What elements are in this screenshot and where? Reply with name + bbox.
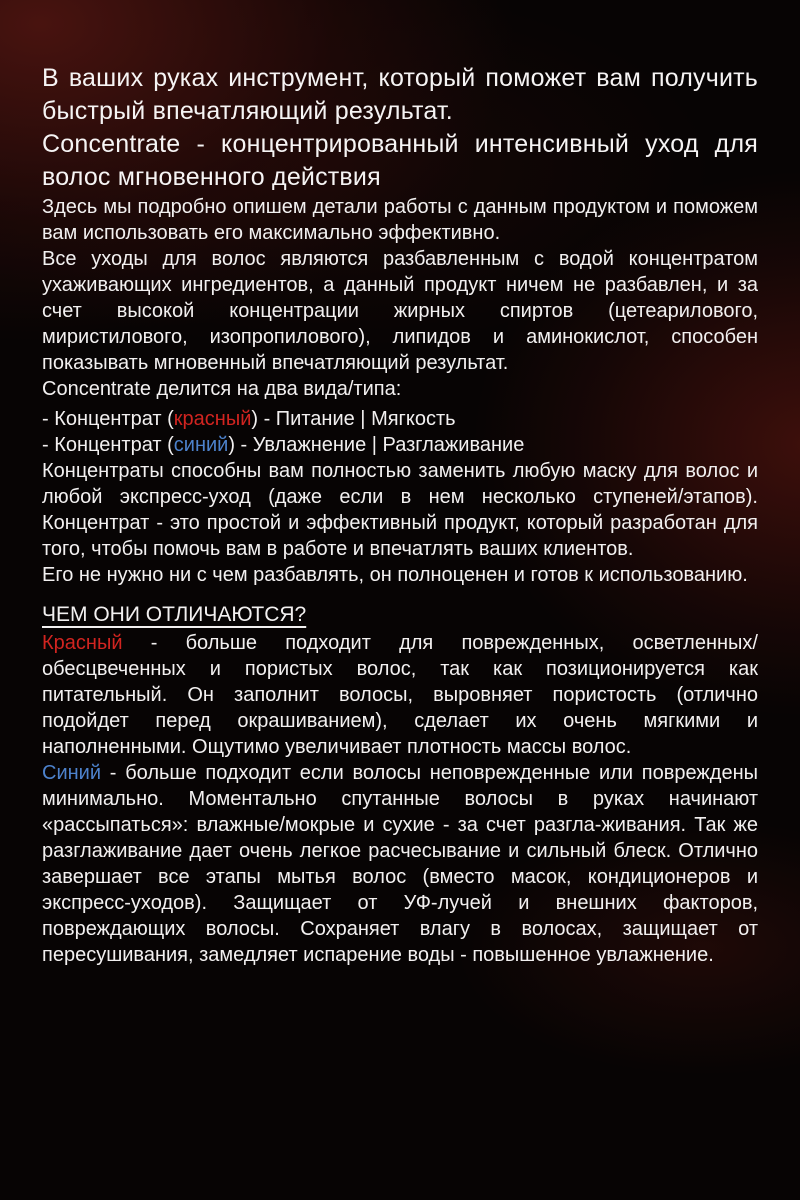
- title-sentence-1: В ваших руках инструмент, который поможет вам получить быстрый впечатляющий результат.: [42, 64, 758, 125]
- red-description-text: - больше подходит для поврежденных, осветленных/обесцвеченных и пористых волос, так как позиционируется как питательный. Он заполнит волосы, выровняет пористость (отлично подойдет перед окрашиванием), сделает их очень мягкими и наполненными. Ощутимо увеличивает плотность массы волос.: [42, 632, 758, 758]
- type-list: [42, 406, 758, 458]
- intro-paragraph-2: Все уходы для волос являются разбавленным с водой концентратом ухаживающих ингредиентов, а данный продукт ничем не разбавлен, и за счет высокой концентрации жирных спиртов (цетеарилового, миристилового, изопропилового), липидов и аминокислот, способен показывать мгновенный впечатляющий результат.: [42, 248, 758, 374]
- benefits-paragraph-2: Его не нужно ни с чем разбавлять, он полноценен и готов к использованию.: [42, 564, 748, 586]
- intro-paragraph-1: Здесь мы подробно опишем детали работы с данным продуктом и поможем вам использовать его максимально эффективно.: [42, 196, 758, 244]
- type-list-item-blue: [42, 432, 758, 458]
- blue-description-paragraph: [42, 760, 758, 968]
- type-blue-word: синий: [173, 434, 229, 456]
- blue-description-text: - больше подходит если волосы неповрежденные или повреждены минимально. Моментально спутанные волосы в руках начинают «рассыпаться»: влажные/мокрые и сухие - за счет разгла-живания. Так же разглаживание дает очень легкое расчесывание и сильный блеск. Отлично завершает все этапы мытья волос (вместо масок, кондиционеров и экспресс-уходов). Защищает от УФ-лучей и внешних факторов, повреждающих волосы. Сохраняет влагу в волосах, защищает от пересушивания, замедляет испарение воды - повышенное увлажнение.: [42, 762, 758, 966]
- type-blue-prefix: - Концентрат (: [42, 434, 174, 456]
- type-list-item-red: [42, 406, 758, 432]
- type-blue-suffix: ) - Увлажнение | Разглаживание: [228, 434, 525, 456]
- difference-heading: ЧЕМ ОНИ ОТЛИЧАЮТСЯ?: [42, 603, 307, 626]
- page-title: [42, 62, 758, 194]
- blue-keyword: Синий: [42, 762, 102, 784]
- type-red-prefix: - Концентрат (: [42, 408, 174, 430]
- title-sentence-2: Concentrate - концентрированный интенсивный уход для волос мгновенного действия: [42, 130, 758, 191]
- benefits-paragraph-1: Концентраты способны вам полностью заменить любую маску для волос и любой экспресс-уход (даже если в нем несколько ступеней/этапов). Концентрат - это простой и эффективный продукт, который разработан для того, чтобы помочь вам в работе и впечатлять ваших клиентов.: [42, 460, 758, 560]
- red-keyword: Красный: [42, 632, 123, 654]
- type-red-suffix: ) - Питание | Мягкость: [251, 408, 456, 430]
- types-heading: Concentrate делится на два вида/типа:: [42, 378, 402, 400]
- red-description-paragraph: [42, 630, 758, 760]
- type-red-word: красный: [173, 408, 252, 430]
